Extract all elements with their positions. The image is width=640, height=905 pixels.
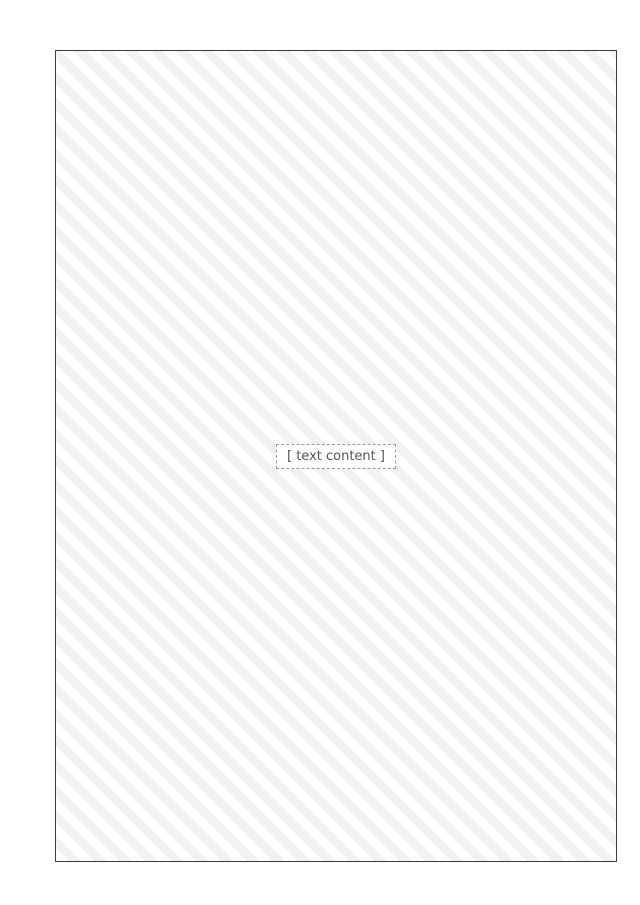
- placeholder-caption: [ text content ]: [276, 444, 396, 469]
- text-content-placeholder: [55, 50, 617, 862]
